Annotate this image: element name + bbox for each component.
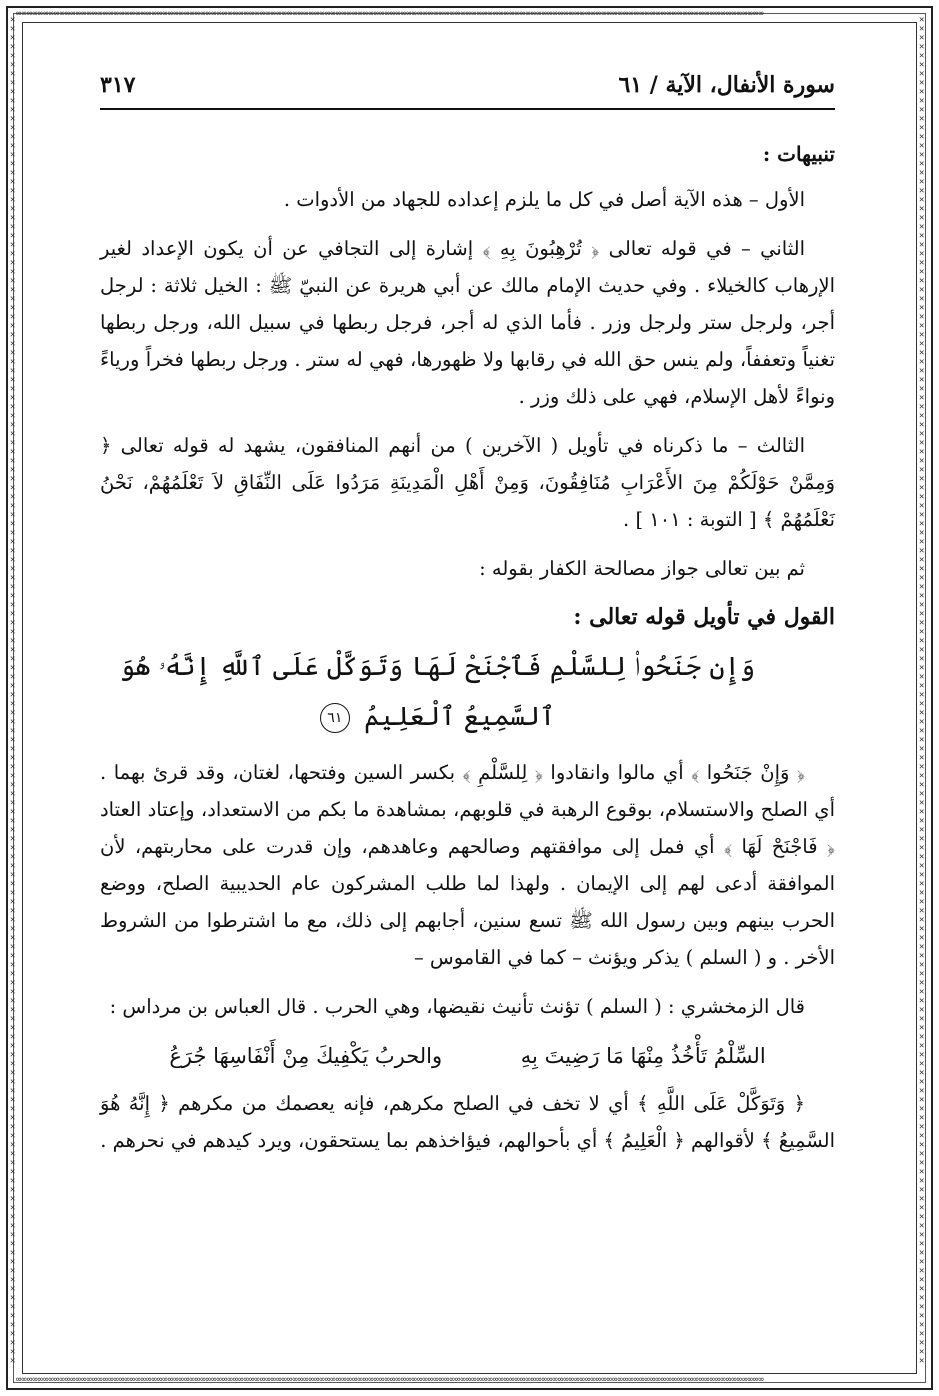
ornament-bottom: ∞∞∞∞∞∞∞∞∞∞∞∞∞∞∞∞∞∞∞∞∞∞∞∞∞∞∞∞∞∞∞∞∞∞∞∞∞∞∞∞∞∞∞∞∞∞∞∞∞∞∞∞∞∞∞∞∞∞∞∞∞∞∞∞∞∞∞∞∞∞∞∞∞∞∞∞∞∞∞∞∞∞∞∞∞∞∞∞∞∞∞∞∞∞∞∞∞∞∞∞∞∞∞∞∞∞∞∞∞∞∞∞∞∞∞∞∞∞∞∞∞∞∞∞∞∞∞∞∞∞∞∞∞∞∞∞∞∞ bbox=[16, 1376, 764, 1385]
poem-hemistich-first: السِّلْمُ تَأْخُذُ مِنْهَا مَا رَضِيتَ بِهِ bbox=[520, 1044, 766, 1068]
paragraph-first: الأول – هذه الآية أصل في كل ما يلزم إعداده للجهاد من الأدوات . bbox=[283, 188, 805, 211]
section-heading: القول في تأويل قوله تعالى : bbox=[573, 604, 835, 630]
ornament-left: ✕✕✕✕✕✕✕✕✕✕✕✕✕✕✕✕✕✕✕✕✕✕✕✕✕✕✕✕✕✕✕✕✕✕✕✕✕✕✕✕✕✕✕✕✕✕✕✕✕✕✕✕✕✕✕✕✕✕✕✕✕✕✕✕✕✕✕✕✕✕✕✕✕✕✕✕✕✕✕✕✕✕✕✕✕✕✕✕✕✕✕✕✕✕✕✕✕✕✕✕✕✕✕✕✕✕✕✕✕✕✕✕✕✕✕✕✕✕✕✕✕✕✕✕✕✕✕✕✕✕✕✕✕✕✕✕✕✕✕✕✕✕✕✕✕✕✕✕✕✕ bbox=[10, 16, 16, 1366]
quran-verse bbox=[100, 642, 835, 742]
paragraph-second: الثاني – في قوله تعالى ﴿ تُرْهِبُونَ بِهِ ﴾ إشارة إلى التجافي عن أن يكون الإعداد لغير الإرهاب كالخيلاء . وفي حديث الإمام مالك عن أبي هريرة عن النبيّ ﷺ : الخيل ثلاثة : لرجل أجر، ولرجل ستر ولرجل وزر . فأما الذي له أجر، فرجل ربطها في سبيل الله، ورجل ربطها تغنياً وتعففاً، ولم ينس حق الله في رقابها ولا ظهورها، فهي له ستر . ورجل ربطها فخراً ورياءً ونواءً لأهل الإسلام، فهي على ذلك وزر . bbox=[100, 237, 835, 408]
verse-text: وَإِن جَنَحُوا۟ لِلسَّلْمِ فَٱجْنَحْ لَهَا وَتَوَكَّلْ عَلَى ٱللَّهِ إِنَّهُۥ هُوَ ٱلسَّمِيعُ ٱلْعَلِيمُ bbox=[119, 652, 756, 732]
paragraph-transition: ثم بين تعالى جواز مصالحة الكفار بقوله : bbox=[479, 557, 805, 580]
paragraph-third: الثالث – ما ذكرناه في تأويل ( الآخرين ) من أنهم المنافقون، يشهد له قوله تعالى ﴿ وَمِمَّنْ حَوْلَكُمْ مِنَ الأَعْرَابِ مُنَافِقُونَ، وَمِنْ أَهْلِ الْمَدِينَةِ مَرَدُوا عَلَى النِّفَاقِ لاَ تَعْلَمُهُمْ، نَحْنُ نَعْلَمُهُمْ ﴾ [ التوبة : ١٠١ ] . bbox=[100, 434, 835, 531]
paragraph-final: ﴿ وَتَوَكَّلْ عَلَى اللَّهِ ﴾ أي لا تخف في الصلح مكرهم، فإنه يعصمك من مكرهم ﴿ إِنَّهُ هُوَ السَّمِيعُ ﴾ لأقوالهم ﴿ الْعَلِيمُ ﴾ أي بأحوالهم، فيؤاخذهم بما يستحقون، ويرد كيدهم في نحرهم . bbox=[100, 1092, 835, 1152]
paragraph-commentary: ﴿ وَإِنْ جَنَحُوا ﴾ أي مالوا وانقادوا ﴿ لِلسَّلْمِ ﴾ بكسر السين وفتحها، لغتان، وقد قرئ بهما . أي الصلح والاستسلام، بوقوع الرهبة في قلوبهم، بمشاهدة ما بكم من الاستعداد، وإعتاد العتاد ﴿ فَاجْنَحْ لَهَا ﴾ أي فمل إلى موافقتهم وصالحهم وعاهدهم، وإن قدرت على محاربتهم، لأن الموافقة أدعى لهم إلى الإيمان . ولهذا لما طلب المشركون عام الحديبية الصلح، ووضع الحرب بينهم وبين رسول الله ﷺ تسع سنين، أجابهم إلى ذلك، مع ما اشترطوا من الشروط الأخر . و ( السلم ) يذكر ويؤنث – كما في القاموس – bbox=[100, 761, 835, 969]
verse-number-marker: ٦١ bbox=[320, 703, 350, 733]
poem-verse bbox=[100, 1037, 835, 1075]
paragraph-zamakhshari: قال الزمخشري : ( السلم ) تؤنث تأنيث نقيضها، وهي الحرب . قال العباس بن مرداس : bbox=[109, 995, 805, 1018]
page-header bbox=[100, 72, 835, 110]
poem-hemistich-second: والحربُ يَكْفِيكَ مِنْ أَنْفَاسِهَا جُرَعُ bbox=[169, 1044, 443, 1068]
notes-heading: تنبيهات : bbox=[762, 142, 835, 166]
ornament-right: ✕✕✕✕✕✕✕✕✕✕✕✕✕✕✕✕✕✕✕✕✕✕✕✕✕✕✕✕✕✕✕✕✕✕✕✕✕✕✕✕✕✕✕✕✕✕✕✕✕✕✕✕✕✕✕✕✕✕✕✕✕✕✕✕✕✕✕✕✕✕✕✕✕✕✕✕✕✕✕✕✕✕✕✕✕✕✕✕✕✕✕✕✕✕✕✕✕✕✕✕✕✕✕✕✕✕✕✕✕✕✕✕✕✕✕✕✕✕✕✕✕✕✕✕✕✕✕✕✕✕✕✕✕✕✕✕✕✕✕✕✕✕✕✕✕✕✕✕✕✕ bbox=[919, 16, 925, 1366]
ornament-top: ∞∞∞∞∞∞∞∞∞∞∞∞∞∞∞∞∞∞∞∞∞∞∞∞∞∞∞∞∞∞∞∞∞∞∞∞∞∞∞∞∞∞∞∞∞∞∞∞∞∞∞∞∞∞∞∞∞∞∞∞∞∞∞∞∞∞∞∞∞∞∞∞∞∞∞∞∞∞∞∞∞∞∞∞∞∞∞∞∞∞∞∞∞∞∞∞∞∞∞∞∞∞∞∞∞∞∞∞∞∞∞∞∞∞∞∞∞∞∞∞∞∞∞∞∞∞∞∞∞∞∞∞∞∞∞∞∞∞ bbox=[16, 10, 764, 19]
page-number: ٣١٧ bbox=[100, 72, 136, 98]
page-content bbox=[100, 72, 835, 1372]
running-title: سورة الأنفال، الآية / ٦١ bbox=[618, 72, 835, 98]
